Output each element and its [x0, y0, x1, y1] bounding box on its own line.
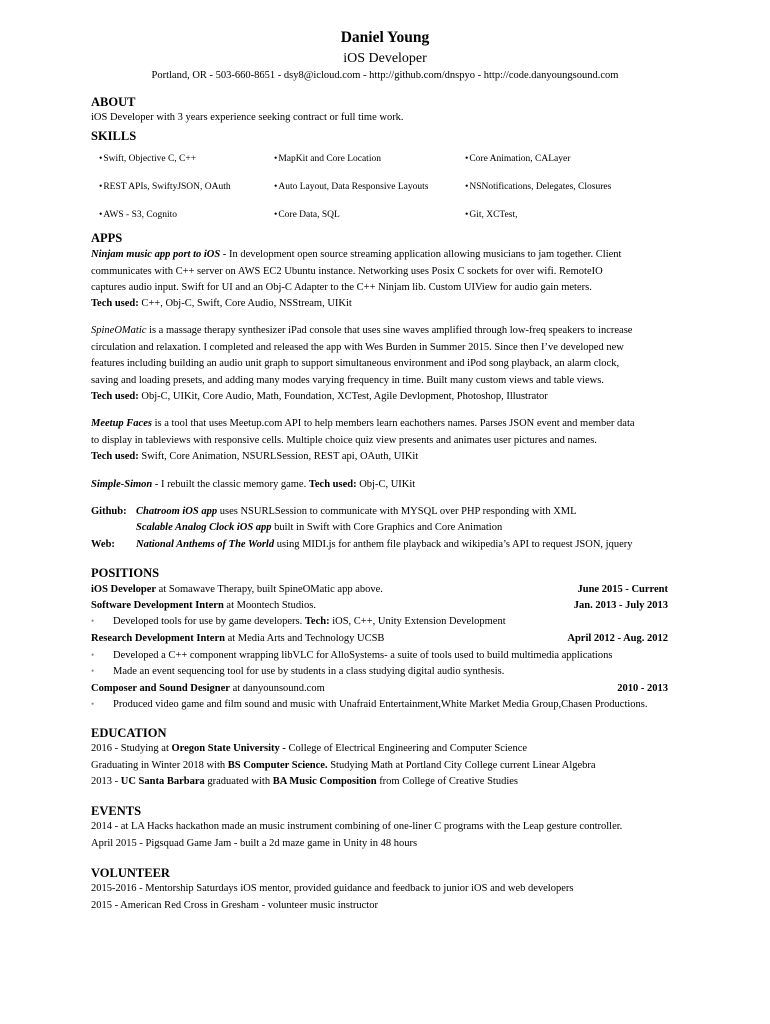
- job-title-line: iOS Developer at Somawave Therapy, built SpineOMatic app above.: [91, 584, 383, 595]
- education-line: 2016 - Studying at Oregon State University - College of Electrical Engineering and Computer Science: [91, 743, 528, 754]
- about-heading: ABOUT: [91, 95, 136, 109]
- spineomatic-tech: Tech used: Obj-C, UIKit, Core Audio, Math, Foundation, XCTest, Agile Devlopment, Photoshop, Illustrator: [91, 391, 548, 402]
- skills-heading: SKILLS: [91, 129, 137, 143]
- job-bullet: • Developed a C++ component wrapping libVLC for AlloSystems- a suite of tools used to build multimedia applications: [91, 650, 613, 661]
- events-heading: EVENTS: [91, 804, 142, 818]
- job-title-line: Research Development Intern at Media Arts and Technology UCSB: [91, 633, 385, 644]
- candidate-name: Daniel Young: [340, 29, 430, 46]
- github-label: Github:: [91, 506, 127, 517]
- job-dates: April 2012 - Aug. 2012: [567, 633, 668, 644]
- job-dates: Jan. 2013 - July 2013: [573, 600, 668, 611]
- spineomatic-line-3: features including building an audio unit graph to support simultaneous environment and iPod song playback, an alarm clock,: [91, 358, 620, 369]
- skill-item: • NSNotifications, Delegates, Closures: [465, 182, 611, 192]
- web-item: National Anthems of The World using MIDI.js for anthem file playback and wikipedia’s API to request JSON, jquery: [136, 539, 633, 550]
- github-item: Chatroom iOS app uses NSURLSession to communicate with MYSQL over PHP responding with XML: [136, 506, 577, 517]
- job-bullet: • Made an event sequencing tool for use by students in a class studying digital audio synthesis.: [91, 666, 505, 677]
- education-line: 2013 - UC Santa Barbara graduated with BA Music Composition from College of Creative Studies: [91, 776, 518, 787]
- event-item: April 2015 - Pigsquad Game Jam - built a 2d maze game in Unity in 48 hours: [91, 838, 418, 849]
- education-heading: EDUCATION: [91, 726, 167, 740]
- meetup-tech: Tech used: Swift, Core Animation, NSURLSession, REST api, OAuth, UIKit: [91, 451, 419, 462]
- education-line: Graduating in Winter 2018 with BS Computer Science. Studying Math at Portland City College current Linear Algebra: [91, 760, 596, 771]
- about-text: iOS Developer with 3 years experience seeking contract or full time work.: [91, 112, 404, 123]
- ninjam-line-3: captures audio input. Swift for UI and an Obj-C Adapter to the C++ Ninjam lib. Custom UIView for audio gain meters.: [91, 282, 592, 293]
- ninjam-line-2: communicates with C++ server on AWS EC2 Ubuntu instance. Networking uses Posix C sockets for over wifi. RemoteIO: [91, 266, 603, 277]
- meetup-line-1: Meetup Faces is a tool that uses Meetup.com API to help members learn eachothers names. Parses JSON event and member data: [91, 418, 635, 429]
- skill-item: • MapKit and Core Location: [274, 154, 381, 164]
- github-item: Scalable Analog Clock iOS app built in Swift with Core Graphics and Core Animation: [136, 522, 503, 533]
- job-dates: June 2015 - Current: [577, 584, 668, 595]
- skill-item: • AWS - S3, Cognito: [99, 210, 177, 220]
- job-title-line: Composer and Sound Designer at danyounsound.com: [91, 683, 325, 694]
- candidate-role: iOS Developer: [343, 51, 427, 66]
- simon-title: Simple-Simon: [91, 479, 153, 490]
- ninjam-title: Ninjam music app port to iOS -: [91, 249, 227, 260]
- volunteer-heading: VOLUNTEER: [91, 866, 170, 880]
- skill-item: • REST APIs, SwiftyJSON, OAuth: [99, 182, 231, 192]
- spineomatic-line-2: circulation and relaxation. I completed and released the app with Wes Burden in Summer 2015. Since then I’ve developed new: [91, 342, 624, 353]
- ninjam-line-1: Ninjam music app port to iOS - In development open source streaming application allowing musicians to jam together. Client: [91, 249, 622, 260]
- spineomatic-line-1: SpineOMatic is a massage therapy synthesizer iPad console that uses sine waves amplified through low-freq speakers to increase: [91, 325, 633, 336]
- skill-item: • Git, XCTest,: [465, 210, 517, 220]
- volunteer-item: 2015 - American Red Cross in Gresham - volunteer music instructor: [91, 900, 378, 911]
- job-bullet: • Produced video game and film sound and music with Unafraid Entertainment,White Market Media Group,Chasen Productions.: [91, 699, 648, 710]
- skill-item: • Swift, Objective C, C++: [99, 154, 196, 164]
- spineomatic-line-4: saving and loading presets, and adding many modes varying frequency in time. Built many custom views and table views.: [91, 375, 604, 386]
- contact-line: Portland, OR - 503-660-8651 - dsy8@icloud.com - http://github.com/dnspyo - http://code.danyoungsound.com: [151, 70, 619, 81]
- simon-line: Simple-Simon - I rebuilt the classic memory game. Tech used: Obj-C, UIKit: [91, 479, 416, 490]
- apps-heading: APPS: [91, 231, 123, 245]
- volunteer-item: 2015-2016 - Mentorship Saturdays iOS mentor, provided guidance and feedback to junior iOS and web developers: [91, 883, 574, 894]
- skill-item: • Core Data, SQL: [274, 210, 340, 220]
- meetup-title: Meetup Faces: [91, 418, 152, 429]
- positions-heading: POSITIONS: [91, 566, 160, 580]
- event-item: 2014 - at LA Hacks hackathon made an music instrument combining of one-liner C programs with the Leap gesture controller.: [91, 821, 623, 832]
- meetup-line-2: to display in tableviews with responsive cells. Multiple choice quiz view presents and animates user pictures and names.: [91, 435, 597, 446]
- spineomatic-title: SpineOMatic: [91, 325, 147, 336]
- job-title-line: Software Development Intern at Moontech Studios.: [91, 600, 316, 611]
- ninjam-tech: Tech used: C++, Obj-C, Swift, Core Audio, NSStream, UIKit: [91, 298, 352, 309]
- web-label: Web:: [91, 539, 115, 550]
- job-bullet: • Developed tools for use by game developers. Tech: iOS, C++, Unity Extension Development: [91, 616, 506, 627]
- skill-item: • Auto Layout, Data Responsive Layouts: [274, 182, 428, 192]
- skill-item: • Core Animation, CALayer: [465, 154, 570, 164]
- job-dates: 2010 - 2013: [617, 683, 668, 694]
